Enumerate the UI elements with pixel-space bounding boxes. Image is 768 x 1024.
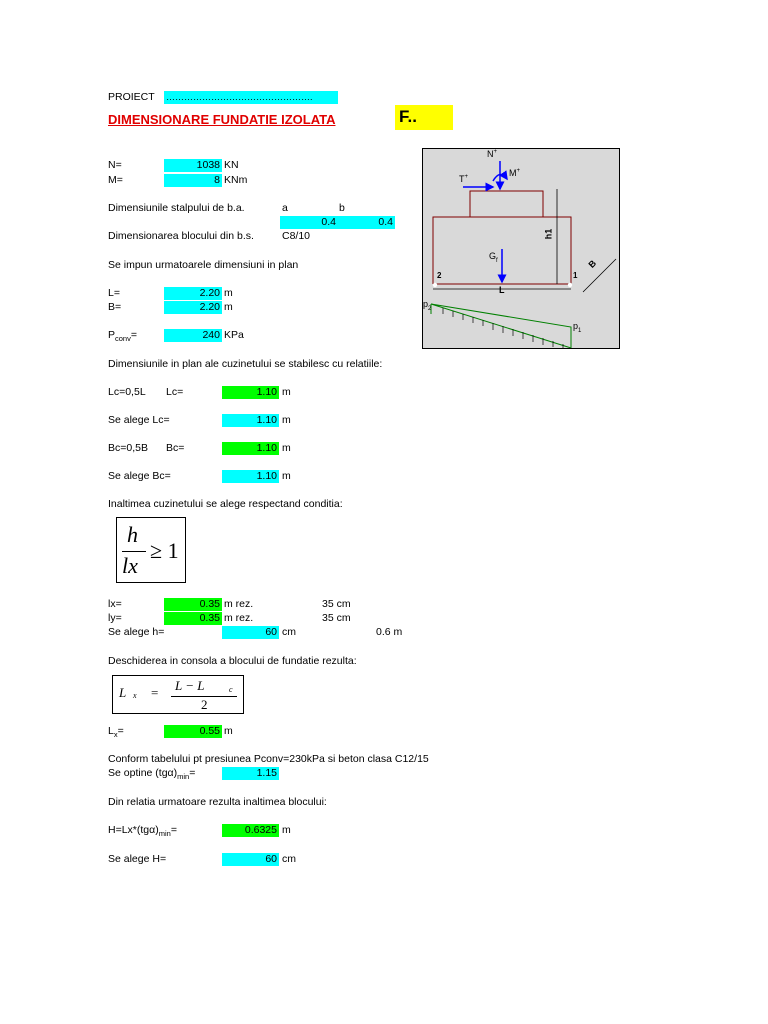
lc-label: Lc= [166, 386, 184, 398]
block-height-intro: Din relatia urmatoare rezulta inaltimea blocului: [108, 796, 327, 808]
b-value[interactable]: 2.20 [164, 301, 222, 314]
h-value[interactable]: 60 [222, 626, 279, 639]
tg-line1: Conform tabelului pt presiunea Pconv=230kPa si beton clasa C12/15 [108, 753, 429, 765]
h-unit: cm [282, 626, 296, 638]
block-height-value: 0.6325 [222, 824, 279, 837]
plan-intro: Se impun urmatoarele dimensiuni in plan [108, 259, 299, 271]
block-label: Dimensionarea blocului din b.s. [108, 230, 254, 242]
block-height-chosen-value[interactable]: 60 [222, 853, 279, 866]
node-2-marker [433, 283, 437, 287]
diagram-p1-label: $p_1$ [573, 321, 582, 334]
tg-label: Se optine $(tg\alpha)_{min}=$ [108, 767, 196, 782]
column-a-label: a [282, 202, 288, 214]
m-label: M= [108, 174, 123, 186]
pressure-hatching [443, 308, 563, 348]
lx-result-value: 0.55 [164, 725, 222, 738]
l-unit: m [224, 287, 233, 299]
lc-formula: Lc=0,5L [108, 386, 146, 398]
lc-chosen-unit: m [282, 414, 291, 426]
eq-h: h [127, 522, 138, 547]
bc-chosen-value[interactable]: 1.10 [222, 470, 279, 483]
column-a-value[interactable]: 0.4 [280, 216, 338, 229]
lx-value: 0.35 [164, 598, 222, 611]
cuzinet-intro: Dimensiunile in plan ale cuzinetului se stabilesc cu relatiile: [108, 358, 383, 370]
tg-value[interactable]: 1.15 [222, 767, 279, 780]
ly-cm: 35 cm [322, 612, 351, 624]
bc-chosen-unit: m [282, 470, 291, 482]
block-height-chosen-unit: cm [282, 853, 296, 865]
eq-rhs: ≥ 1 [150, 538, 179, 563]
diagram-g-label: $G_f$ [489, 251, 498, 264]
eq-c: c [229, 685, 233, 694]
diagram-node-1: 1 [573, 271, 578, 280]
lx-result-label: $L_x=$ [108, 725, 124, 740]
n-label: N= [108, 159, 122, 171]
proiect-label: PROIECT [108, 91, 155, 103]
diagram-node-2: 2 [437, 271, 442, 280]
bc-value: 1.10 [222, 442, 279, 455]
page-title: DIMENSIONARE FUNDATIE IZOLATA [108, 112, 336, 127]
h-meters: 0.6 m [376, 626, 403, 638]
lc-value: 1.10 [222, 386, 279, 399]
m-unit: KNm [224, 174, 248, 186]
b-unit: m [224, 301, 233, 313]
lx-cm: 35 cm [322, 598, 351, 610]
eq-lx-x: x [133, 691, 137, 700]
bc-label: Bc= [166, 442, 185, 454]
column-label: Dimensiunile stalpului de b.a. [108, 202, 245, 214]
bc-formula: Bc=0,5B [108, 442, 148, 454]
n-unit: KN [224, 159, 239, 171]
eq-numerator: L − L [175, 678, 205, 693]
diagram-n-label: N+ [487, 149, 498, 159]
lx-equation [112, 675, 244, 714]
lx-unit: m rez. [224, 598, 254, 610]
node-1-marker [568, 283, 572, 287]
ly-label: ly= [108, 612, 122, 624]
l-label: L= [108, 287, 120, 299]
foundation-diagram [422, 148, 620, 349]
pconv-unit: KPa [224, 329, 244, 341]
bc-unit: m [282, 442, 291, 454]
eq-denominator: 2 [201, 697, 208, 712]
proiect-value[interactable]: …………………………………………. [164, 91, 338, 104]
pconv-value[interactable]: 240 [164, 329, 222, 342]
diagram-l-label: L [499, 285, 505, 295]
column-b-value[interactable]: 0.4 [338, 216, 395, 229]
n-value[interactable]: 1038 [164, 159, 222, 172]
column-b-label: b [339, 202, 345, 214]
console-intro: Deschiderea in consola a blocului de fundatie rezulta: [108, 655, 357, 667]
h-label: Se alege h= [108, 626, 165, 638]
lx-label: lx= [108, 598, 122, 610]
eq-equals: = [151, 685, 159, 700]
lx-result-unit: m [224, 725, 233, 737]
pressure-diagram [431, 304, 571, 348]
block-height-unit: m [282, 824, 291, 836]
diagram-t-label: T+ [459, 174, 469, 184]
lc-chosen-value[interactable]: 1.10 [222, 414, 279, 427]
bc-chosen-label: Se alege Bc= [108, 470, 171, 482]
lc-unit: m [282, 386, 291, 398]
height-intro: Inaltimea cuzinetului se alege respectand conditia: [108, 498, 343, 510]
b-label: B= [108, 301, 122, 313]
foundation-sketch [423, 149, 619, 348]
diagram-h1-label: h1 [543, 228, 554, 240]
pconv-label: $P_{conv}=$ [108, 329, 137, 344]
ly-unit: m rez. [224, 612, 254, 624]
cuzinet-outline [470, 191, 543, 217]
ly-value: 0.35 [164, 612, 222, 625]
diagram-b-label: B [586, 258, 599, 270]
block-height-chosen-label: Se alege H= [108, 853, 167, 865]
m-value[interactable]: 8 [164, 174, 222, 187]
eq-lx-L: L [119, 685, 127, 700]
f-label-box: F.. [395, 105, 453, 130]
block-class: C8/10 [282, 230, 311, 242]
l-value[interactable]: 2.20 [164, 287, 222, 300]
block-height-formula: $H=Lx*(tg\alpha)_{min}=$ [108, 824, 177, 839]
diagram-p2-label: $p_2$ [423, 299, 432, 312]
eq-lx: lx [122, 553, 138, 578]
lc-chosen-label: Se alege Lc= [108, 414, 170, 426]
h-lx-equation [116, 517, 186, 583]
eq-fraction-bar [122, 551, 146, 552]
diagram-m-label: M+ [509, 168, 521, 178]
